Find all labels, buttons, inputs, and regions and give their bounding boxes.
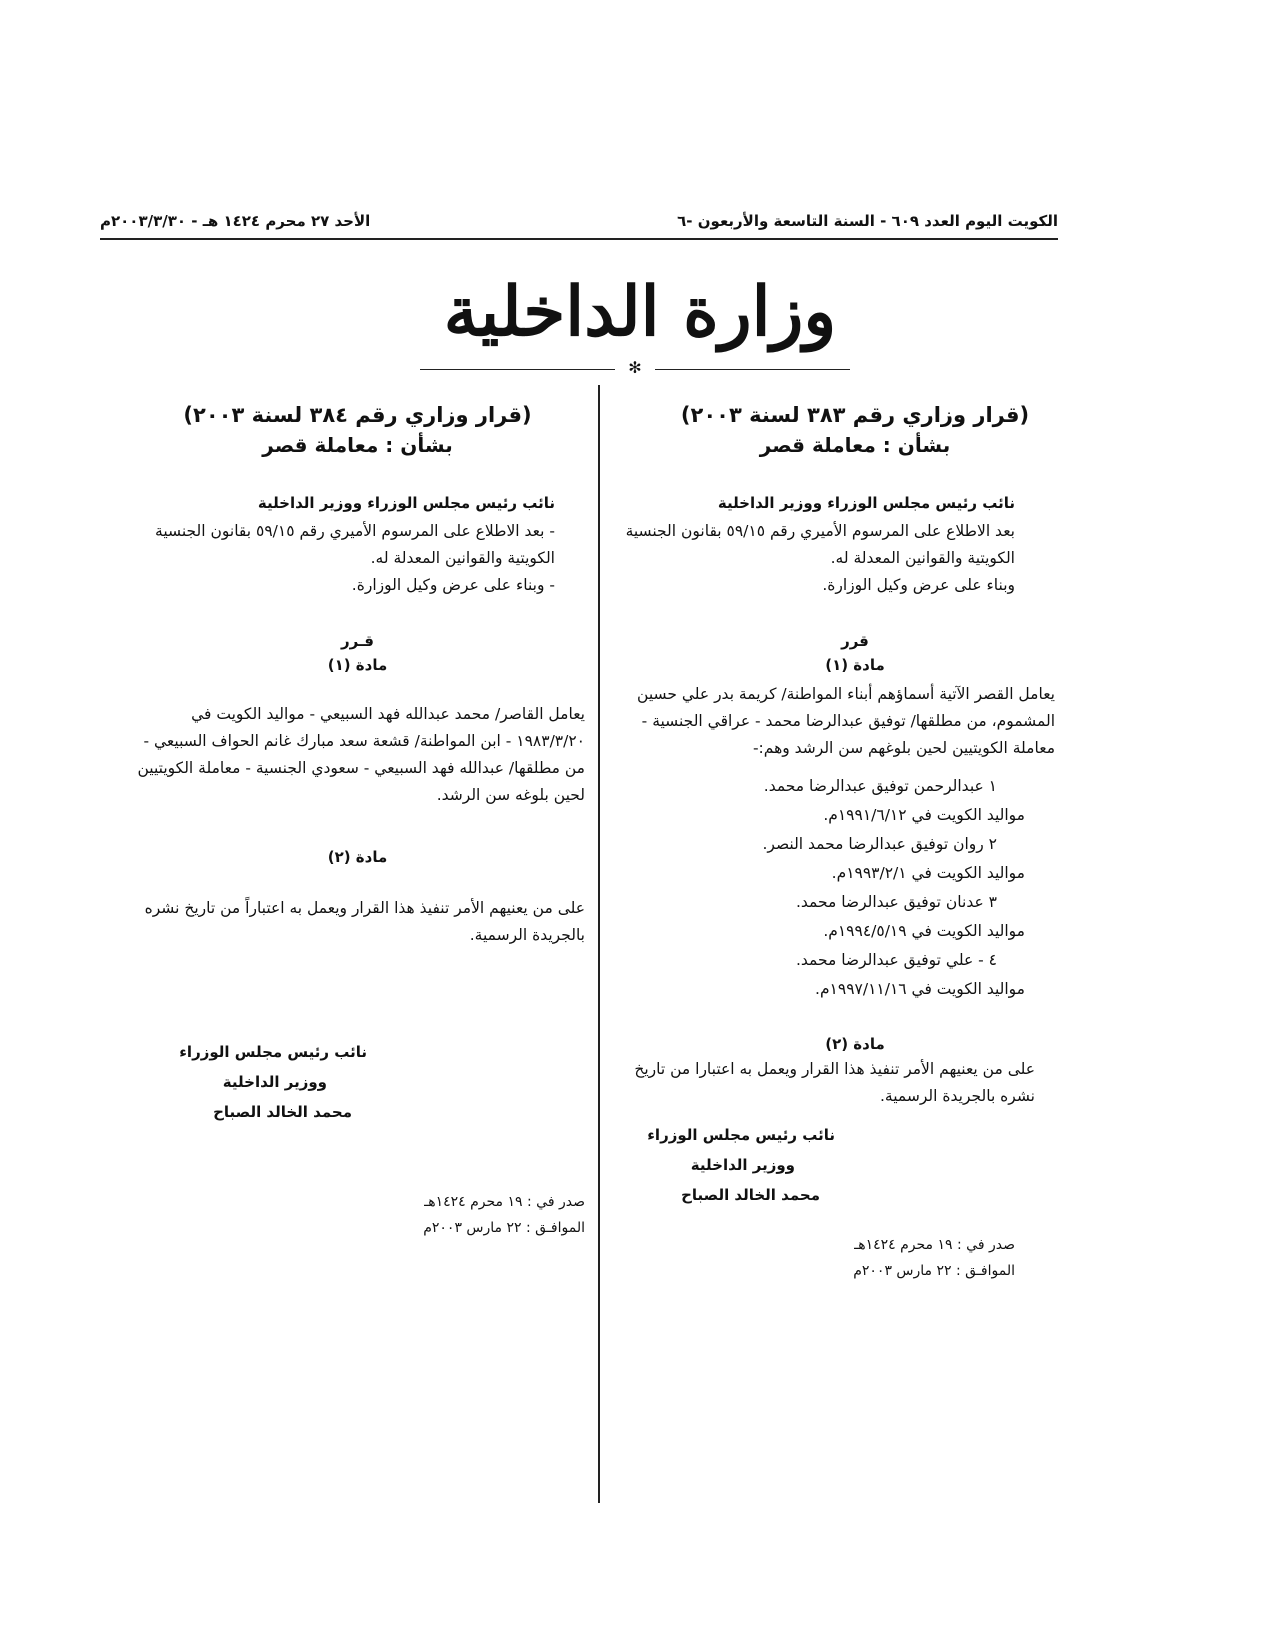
running-header xyxy=(100,210,1058,240)
signature-office: ووزير الداخلية xyxy=(690,1156,795,1174)
corresponding-date: الموافـق : ٢٢ مارس ٢٠٠٣م xyxy=(853,1263,1015,1279)
decree-384-subject: بشأن : معاملة قصر xyxy=(262,433,453,457)
list-item: مواليد الكويت في ١٩٩١/٦/١٢م. xyxy=(823,806,1025,824)
issued-date: صدر في : ١٩ محرم ١٤٢٤هـ xyxy=(424,1194,585,1210)
signature-name: محمد الخالد الصباح xyxy=(681,1186,820,1204)
list-item: ٢ روان توفيق عبدالرضا محمد النصر. xyxy=(762,835,997,853)
decree-384-decides: قـرر xyxy=(341,632,374,650)
decree-383-column xyxy=(605,400,1065,1284)
issued-date: صدر في : ١٩ محرم ١٤٢٤هـ xyxy=(854,1237,1015,1253)
decree-384-article-1-text: يعامل القاصر/ محمد عبدالله فهد السبيعي - مواليد الكويت في ١٩٨٣/٣/٢٠ - ابن المواطنة/ قشعة سعد مبارك غانم الحواف السبيعي - من مطلقها/ عبدالله فهد السبيعي - سعودي الجنسية - معاملة الكويتيين لحين بلوغه سن الرشد. xyxy=(137,705,585,804)
decree-383-subject: بشأن : معاملة قصر xyxy=(759,433,951,457)
list-item: ٣ عدنان توفيق عبدالرضا محمد. xyxy=(795,893,997,911)
decree-384-title: (قرار وزاري رقم ٣٨٤ لسنة ٢٠٠٣) xyxy=(183,403,532,427)
list-item: مواليد الكويت في ١٩٩٧/١١/١٦م. xyxy=(815,980,1025,998)
header-date: الأحد ٢٧ محرم ١٤٢٤ هـ - ٢٠٠٣/٣/٣٠م xyxy=(100,212,371,230)
children-list xyxy=(605,772,1065,1004)
decree-383-article-1-text: يعامل القصر الآتية أسماؤهم أبناء المواطنة/ كريمة بدر علي حسين المشموم، من مطلقها/ توفيق عبدالرضا محمد - عراقي الجنسية - معاملة الكويتيين لحين بلوغهم سن الرشد وهم:- xyxy=(637,685,1055,757)
decree-383-decides: قرر xyxy=(841,632,869,650)
decree-383-preamble-1: بعد الاطلاع على المرسوم الأميري رقم ٥٩/١٥ بقانون الجنسية الكويتية والقوانين المعدلة له. xyxy=(625,522,1015,567)
title-ornament xyxy=(420,358,850,377)
decree-383-article-2-heading: مادة (٢) xyxy=(825,1035,885,1053)
decree-383-preamble-2: وبناء على عرض وكيل الوزارة. xyxy=(822,576,1015,594)
signature-title: نائب رئيس مجلس الوزراء xyxy=(179,1043,367,1061)
list-item: ١ عبدالرحمن توفيق عبدالرضا محمد. xyxy=(763,777,997,795)
decree-384-preamble-2: - وبناء على عرض وكيل الوزارة. xyxy=(351,576,555,594)
column-divider xyxy=(598,385,600,1503)
star-ornament-icon: ✻ xyxy=(628,358,642,377)
decree-383-dates xyxy=(605,1232,1065,1284)
header-issue-info: الكويت اليوم العدد ٦٠٩ - السنة التاسعة والأربعون -٦ xyxy=(677,212,1058,230)
corresponding-date: الموافـق : ٢٢ مارس ٢٠٠٣م xyxy=(423,1220,585,1236)
decree-384-signature xyxy=(130,1037,585,1127)
ornament-line-left xyxy=(420,369,615,370)
signature-name: محمد الخالد الصباح xyxy=(213,1103,352,1121)
decree-383-signature xyxy=(605,1120,1065,1210)
decree-383-article-2-text: على من يعنيهم الأمر تنفيذ هذا القرار ويعمل به اعتبارا من تاريخ نشره بالجريدة الرسمية. xyxy=(634,1060,1035,1105)
ministry-title: وزارة الداخلية xyxy=(443,272,837,352)
decree-384-issuer: نائب رئيس مجلس الوزراء ووزير الداخلية xyxy=(257,494,555,512)
decree-383-issuer: نائب رئيس مجلس الوزراء ووزير الداخلية xyxy=(717,494,1015,512)
signature-office: ووزير الداخلية xyxy=(222,1073,327,1091)
list-item: مواليد الكويت في ١٩٩٣/٢/١م. xyxy=(831,864,1025,882)
decree-384-article-2-text: على من يعنيهم الأمر تنفيذ هذا القرار ويعمل به اعتباراً من تاريخ نشره بالجريدة الرسمية. xyxy=(144,899,585,944)
decree-384-article-1-heading: مادة (١) xyxy=(327,656,388,674)
decree-384-article-2-heading: مادة (٢) xyxy=(327,848,388,866)
decree-383-article-1-heading: مادة (١) xyxy=(825,656,885,674)
decree-384-preamble-1: - بعد الاطلاع على المرسوم الأميري رقم ٥٩/١٥ بقانون الجنسية الكويتية والقوانين المعدلة له. xyxy=(155,522,555,567)
list-item: ٤ - علي توفيق عبدالرضا محمد. xyxy=(795,951,997,969)
signature-title: نائب رئيس مجلس الوزراء xyxy=(647,1126,835,1144)
decree-383-title: (قرار وزاري رقم ٣٨٣ لسنة ٢٠٠٣) xyxy=(680,403,1030,427)
decree-384-column xyxy=(130,400,585,1241)
list-item: مواليد الكويت في ١٩٩٤/٥/١٩م. xyxy=(823,922,1025,940)
ornament-line-right xyxy=(655,369,850,370)
decree-384-dates xyxy=(130,1189,585,1241)
